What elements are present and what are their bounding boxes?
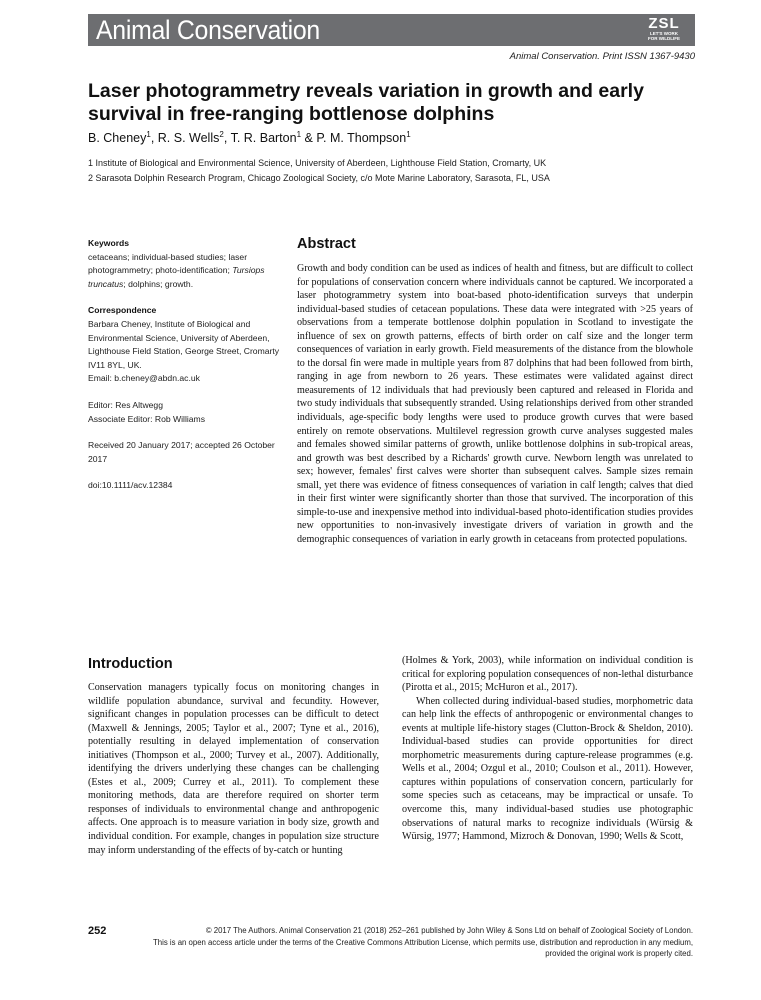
article-sidebar (88, 237, 280, 493)
affiliation-1: 1 Institute of Biological and Environmental Science, University of Aberdeen, Lighthouse Field Station, Cromarty, UK (88, 158, 547, 168)
keywords-label: Keywords (88, 238, 130, 248)
journal-banner (88, 14, 695, 46)
keywords-part-2: ; dolphins; growth. (123, 278, 194, 289)
abstract-heading: Abstract (297, 236, 356, 252)
logo-tagline-line-2: FOR WILDLIFE (648, 36, 680, 41)
abstract-text: Growth and body condition can be used as indices of health and fitness, but are difficult to collect for populations of conservation concern where individuals cannot be captured. We incorporated a laser photogrammetry system into boat-based photo-identification surveys that underpin individual-based studies of cetacean populations. These data were integrated with >25 years of observations from a temperate bottlenose dolphin population in Scotland to investigate the influence of sex on growth patterns, effects of birth order on calf size and the longer term consequences of variation in early growth. Field measurements of the distance from the blowhole to the dorsal fin were made in multiple years from 87 dolphins that had been followed from birth, ranging in age from newborn to 26 years. These estimates were validated against direct measurements of 12 individuals that had previously been captured and released in Florida and two study individuals that subsequently stranded. Using relationships derived from other stranded individuals, age-specific body lengths were used to produce growth curves that were based entirely on remote observations. Multilevel regression growth curve analyses suggested males and females showed similar patterns of growth, unlike bottlenose dolphins in sub-tropical areas, and growth was best described by a Richards' growth curve. Newborn length was unrelated to sex; however, females' first calves were shorter than subsequent calves. Sample sizes remain small, yet there was evidence of fitness consequences of variation in calf length; calves that died in their first winter were significantly shorter than those that survived. The incorporation of this simple-to-use and inexpensive method into individual-based photo-identification studies provides new opportunities to non-invasively investigate drivers of variation in growth and the demographic consequences of variation in early growth in cetaceans from protected populations. (297, 263, 693, 545)
footer-copyright: © 2017 The Authors. Animal Conservation 21 (2018) 252–261 published by John Wiley & Sons Ltd on behalf of Zoological Society of London. (205, 926, 693, 935)
introduction-column-2 (402, 654, 693, 844)
logo-tagline-line-1: LET'S WORK (649, 31, 679, 36)
author-name: P. M. Thompson (316, 131, 407, 146)
introduction-heading: Introduction (88, 656, 173, 672)
introduction-paragraph-2: When collected during individual-based studies, morphometric data can help link the effects of anthropogenic or environmental changes to events at multiple life-history stages (Clutton-Brock & Sheldon, 2010). Individual-based studies can provide opportunities for direct morphometric measurements during capture-release programmes (e.g. Wells et al., 2004; Ozgul et al., 2010; Coulson et al., 2011). However, captures within populations of conservation concern, particularly for some species such as cetaceans, may be impractical or unsafe. To overcome this, many individual-based studies use photographic observations of natural marks to recognize individuals (Würsig & Würsig, 1977; Hammond, Mizroch & Donovan, 1990; Wells & Scott, (402, 695, 693, 843)
journal-name: Animal Conservation (96, 15, 320, 45)
correspondence-label: Correspondence (88, 305, 157, 316)
author-name: T. R. Barton (230, 131, 297, 146)
footer-license-end: provided the original work is properly cited. (545, 949, 693, 958)
keywords-species: Tursiops truncatus (88, 265, 265, 289)
introduction-column-1: Conservation managers typically focus on monitoring changes in wildlife population abundance, survival and fecundity. However, significant changes in population processes can be difficult to detect (Maxwell & Jennings, 2005; Taylor et al., 2007; Tyne et al., 2016), potentially resulting in delayed implementation of conservation initiatives (Thompson et al., 2000; Turvey et al., 2007). Additionally, identifying the drivers underlying these changes can be challenging (Estes et al., 2009; Currey et al., 2011). To complement these monitoring methods, data are therefore required on shorter term responses of individuals to environmental change and anthropogenic affects. One approach is to measure variation in body size, growth and individual condition. For example, changes in population size structure may inform understanding of the effects of by-catch or hunting (88, 682, 379, 856)
affiliation-2: 2 Sarasota Dolphin Research Program, Chicago Zoological Society, c/o Mote Marine Laboratory, Sarasota, FL, USA (88, 173, 550, 183)
editor: Editor: Res Altwegg (88, 399, 163, 410)
page-footer (123, 925, 693, 960)
correspondence-email[interactable]: Email: b.cheney@abdn.ac.uk (88, 373, 200, 384)
author-name: B. Cheney (88, 131, 147, 146)
introduction-paragraph-continued: (Holmes & York, 2003), while information on individual condition is critical for exploring population consequences of non-lethal disturbance (Pirotta et al., 2015; McHuron et al., 2017). (402, 655, 693, 694)
author-list: B. Cheney$^1$, R. S. Wells$^2$, T. R. Barton$^1$ & P. M. Thompson$^1$ (88, 130, 411, 146)
doi-link[interactable]: doi:10.1111/acv.12384 (88, 480, 173, 491)
received-accepted: Received 20 January 2017; accepted 26 October 2017 (88, 440, 275, 464)
affiliations (88, 156, 550, 186)
author-affiliation-marker: 1 (146, 130, 151, 139)
issn-line: Animal Conservation. Print ISSN 1367-9430 (509, 51, 695, 62)
correspondence-address: Barbara Cheney, Institute of Biological and Environmental Science, University of Aberdeen, Lighthouse Field Station, George Street, Cromarty IV11 8YL, UK. (88, 318, 280, 370)
logo-tagline (639, 31, 689, 41)
page-number: 252 (88, 925, 107, 937)
author-affiliation-marker: 1 (296, 130, 302, 139)
logo-text: ZSL (648, 15, 680, 32)
author-affiliation-marker: 1 (406, 130, 411, 139)
zsl-logo (639, 16, 689, 44)
footer-license: This is an open access article under the terms of the Creative Commons Attribution License, which permits use, distribution and reproduction in any medium, (153, 937, 693, 947)
article-title: Laser photogrammetry reveals variation in growth and early survival in free-ranging bottlenose dolphins (88, 80, 644, 125)
author-affiliation-marker: 2 (219, 130, 224, 139)
keywords-part-1: cetaceans; individual-based studies; laser photogrammetry; photo-identification; (88, 251, 248, 276)
author-name: R. S. Wells (157, 131, 220, 146)
associate-editor: Associate Editor: Rob Williams (88, 413, 206, 424)
keywords (88, 251, 280, 292)
